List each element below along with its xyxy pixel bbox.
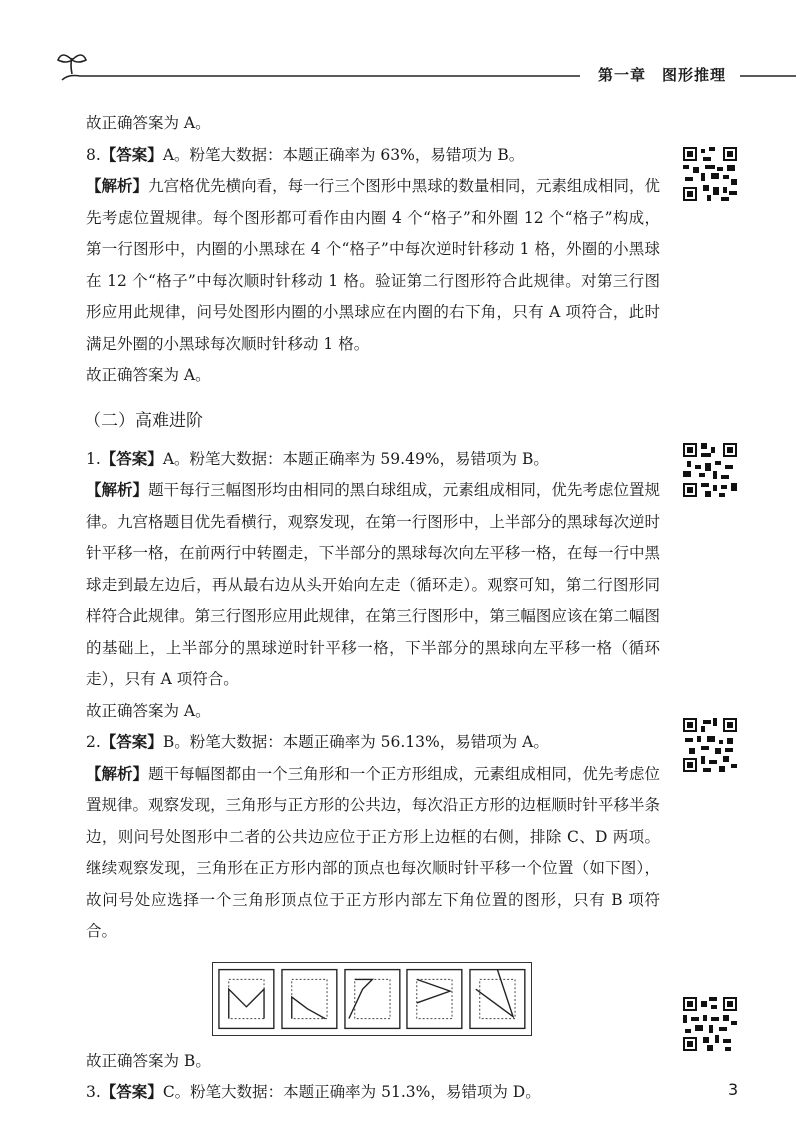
analysis-paragraph xyxy=(84,171,660,360)
figure-row xyxy=(84,962,660,1036)
chapter-topic: 图形推理 xyxy=(662,66,727,84)
answer-tag: 【答案】 xyxy=(100,449,163,468)
answer-conclusion: 故正确答案为 A。 xyxy=(86,366,211,384)
answer-conclusion: 故正确答案为 A。 xyxy=(86,701,211,720)
answer-conclusion: 故正确答案为 A。 xyxy=(86,114,211,132)
qr-code-icon[interactable] xyxy=(683,997,737,1051)
qr-code-icon[interactable] xyxy=(683,147,737,201)
page-number: 3 xyxy=(728,1080,739,1099)
answer-tag: 【答案】 xyxy=(100,1083,163,1101)
pattern-figure xyxy=(212,962,532,1036)
question-number: 8. xyxy=(86,145,101,164)
figure-panel xyxy=(343,966,402,1032)
answer-text: A。粉笔大数据：本题正确率为 63%，易错项为 B。 xyxy=(162,145,525,164)
figure-panel xyxy=(405,966,464,1032)
qr-code-icon[interactable] xyxy=(683,443,737,497)
section-heading: （二）高难进阶 xyxy=(84,410,203,431)
answer-line xyxy=(84,140,660,172)
answer-text: A。粉笔大数据：本题正确率为 59.49%，易错项为 B。 xyxy=(162,449,549,468)
chapter-number: 第一章 xyxy=(598,66,647,84)
chapter-label xyxy=(592,64,732,85)
answer-line xyxy=(84,727,660,759)
question-number: 2. xyxy=(86,733,101,751)
analysis-tag: 【解析】 xyxy=(86,481,149,499)
analysis-text: 九宫格优先横向看，每一行三个图形中黑球的数量相同，元素组成相同，优先考虑位置规律。每个图形都可看作由内圈 4 个“格子”和外圈 12 个“格子”构成，第一行图形中，内圈的小黑球在 4 个“格子”中每次逆时针移动 1 格，外圈的小黑球在 12 个“格子”中每次顺时针移动 1 格。验证第二行图形符合此规律。对第三行图形应用此规律，问号处图形内圈的小黑球应在内圈的右下角，只有 A 项符合，此时满足外圈的小黑球每次顺时针移动 1 格。 xyxy=(86,177,660,353)
analysis-tag: 【解析】 xyxy=(86,764,149,783)
analysis-paragraph xyxy=(84,759,660,948)
question-number: 3. xyxy=(86,1083,101,1101)
answer-text: B。粉笔大数据：本题正确率为 56.13%，易错项为 A。 xyxy=(162,733,549,751)
main-content xyxy=(84,108,660,1109)
answer-tag: 【答案】 xyxy=(100,145,163,164)
analysis-text: 题干每幅图都由一个三角形和一个正方形组成，元素组成相同，优先考虑位置规律。观察发现，三角形与正方形的公共边，每次沿正方形的边框顺时针平移半条边，则问号处图形中二者的公共边应位于正方形上边框的右侧，排除 C、D 两项。继续观察发现，三角形在正方形内部的顶点也每次顺时针平移一个位置（如下图），故问号处应选择一个三角形顶点位于正方形内部左下角位置的图形，只有 B 项符合。 xyxy=(86,764,660,940)
figure-panel xyxy=(468,966,527,1032)
answer-tag: 【答案】 xyxy=(100,733,163,751)
answer-line xyxy=(84,1077,660,1109)
answer-text: C。粉笔大数据：本题正确率为 51.3%，易错项为 D。 xyxy=(162,1083,541,1101)
figure-panel xyxy=(280,966,339,1032)
analysis-tag: 【解析】 xyxy=(86,177,149,195)
sprout-icon xyxy=(58,55,86,74)
answer-conclusion: 故正确答案为 B。 xyxy=(86,1051,211,1070)
question-number: 1. xyxy=(86,449,101,468)
analysis-text: 题干每行三幅图形均由相同的黑白球组成，元素组成相同，优先考虑位置规律。九宫格题目优先看横行，观察发现，在第一行图形中，上半部分的黑球每次逆时针平移一格，在前两行中转圈走，下半部分的黑球每次向左平移一格，在每一行中黑球走到最左边后，再从最右边从头开始向左走（循环走）。观察可知，第二行图形同样符合此规律。第三行图形应用此规律，在第三行图形中，第三幅图应该在第二幅图的基础上，上半部分的黑球逆时针平移一格，下半部分的黑球向左平移一格（循环走），只有 A 项符合。 xyxy=(86,481,660,688)
answer-line xyxy=(84,444,660,476)
analysis-paragraph xyxy=(84,475,660,696)
qr-code-icon[interactable] xyxy=(683,718,737,772)
page-header xyxy=(0,0,800,100)
header-rule xyxy=(0,0,800,100)
figure-panel xyxy=(217,966,276,1032)
